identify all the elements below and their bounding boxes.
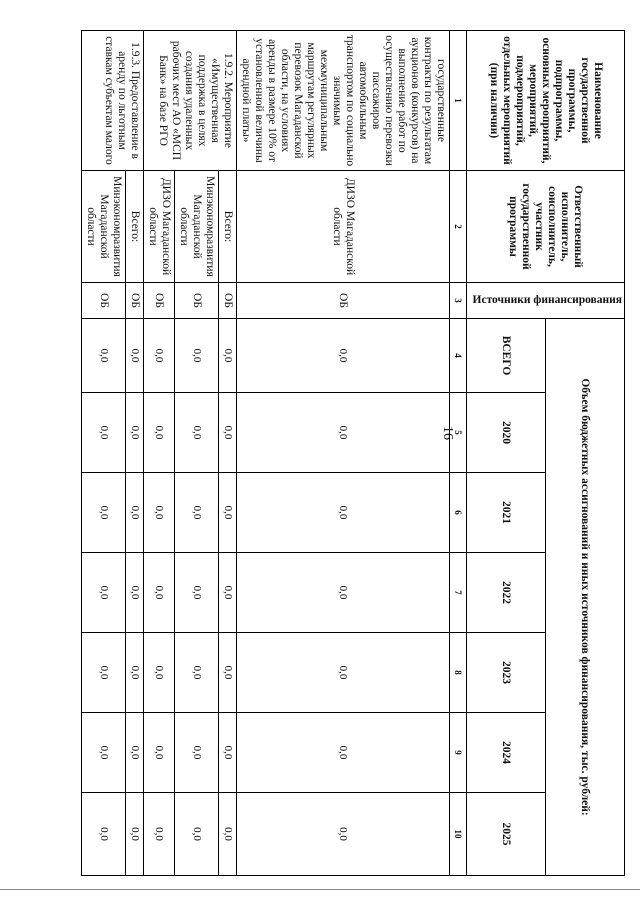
row-value: 0,0 [81,713,125,793]
header-year: ВСЕГО [466,319,545,393]
row-value: 0,0 [125,473,143,553]
row-value: 0,0 [174,713,218,793]
table-row [218,31,236,876]
row-value: 0,0 [236,633,449,713]
row-value: 0,0 [125,713,143,793]
row-value: 0,0 [174,393,218,473]
row-value: 0,0 [174,553,218,633]
row-value: 0,0 [81,793,125,876]
row-source: ОБ [125,283,143,319]
header-year: 2021 [466,473,545,553]
header-year: 2024 [466,713,545,793]
row-source: ОБ [143,283,174,319]
row-value: 0,0 [174,633,218,713]
row-name: государственные контракты по результатам аукционов (конкурсов) на выполнение работ по осуществлению перевозки пассажиров автомобильным транспортом по социально значимым межмуниципальным маршрутам регулярных перевозок Магаданской области, на условиях аренды в размере 10% от установленной величины арендной платы» [236,31,449,171]
row-value: 0,0 [81,553,125,633]
row-value: 0,0 [236,319,449,393]
row-value: 0,0 [81,393,125,473]
row-value: 0,0 [125,553,143,633]
row-name: 1.9.3. Предоставление в аренду по льготным ставкам субъектам малого [81,31,143,171]
header-year: 2023 [466,633,545,713]
row-executor: Минэкономразвития Магаданской области [81,171,125,283]
table-row [236,31,449,876]
row-value: 0,0 [236,713,449,793]
column-number: 3 [449,283,466,319]
row-value: 0,0 [174,473,218,553]
row-value: 0,0 [125,319,143,393]
row-value: 0,0 [143,713,174,793]
row-value: 0,0 [125,393,143,473]
row-value: 0,0 [143,633,174,713]
row-value: 0,0 [236,393,449,473]
row-source: ОБ [236,283,449,319]
row-executor: Минэкономразвития Магаданской области [174,171,218,283]
row-value: 0,0 [218,793,236,876]
header-year: 2022 [466,553,545,633]
header-financing-group: Объем бюджетных ассигнований и иных источников финансирования, тыс. рублей: [545,319,624,876]
row-value: 0,0 [174,319,218,393]
column-number: 2 [449,171,466,283]
row-value: 0,0 [125,793,143,876]
header-year: 2025 [466,793,545,876]
row-name: 1.9.2. Мероприятие «Имущественная поддержка в целях создания удаленных рабочих мест АО «МСП Банк» на базе РГО [143,31,236,171]
header-name: Наименование государственной программы, подпрограммы, основных мероприятий, мероприятий, подмероприятий, отдельных мероприятий (при наличии) [466,31,624,171]
column-number: 8 [449,633,466,713]
column-number: 4 [449,319,466,393]
row-executor: Всего: [218,171,236,283]
row-value: 0,0 [143,319,174,393]
row-value: 0,0 [125,633,143,713]
row-value: 0,0 [143,473,174,553]
row-value: 0,0 [143,793,174,876]
row-value: 0,0 [218,393,236,473]
header-row-1 [545,31,624,876]
row-value: 0,0 [236,793,449,876]
column-number: 5 [449,393,466,473]
column-number: 6 [449,473,466,553]
row-executor: Всего: [125,171,143,283]
header-source [466,283,624,319]
header-year: 2020 [466,393,545,473]
row-value: 0,0 [81,319,125,393]
financing-table [81,30,625,876]
row-value: 0,0 [81,473,125,553]
row-executor: ДИЗО Магаданской области [143,171,174,283]
row-value: 0,0 [218,713,236,793]
row-value: 0,0 [218,473,236,553]
row-value: 0,0 [236,473,449,553]
column-number: 7 [449,553,466,633]
row-executor: ДИЗО Магаданской области [236,171,449,283]
column-number: 10 [449,793,466,876]
row-value: 0,0 [218,633,236,713]
table-row [125,31,143,876]
column-number-row [449,31,466,876]
row-value: 0,0 [81,633,125,713]
row-value: 0,0 [236,553,449,633]
row-value: 0,0 [218,319,236,393]
column-number: 1 [449,31,466,171]
row-value: 0,0 [218,553,236,633]
row-source: ОБ [81,283,125,319]
row-value: 0,0 [143,553,174,633]
column-number: 9 [449,713,466,793]
row-value: 0,0 [174,793,218,876]
row-source: ОБ [174,283,218,319]
header-source-text: Источники финансирования [472,294,622,306]
header-executor: Ответственный исполнитель, соисполнитель, участник государственной программы [466,171,624,283]
row-source: ОБ [218,283,236,319]
row-value: 0,0 [143,393,174,473]
page-number: 16 [440,426,455,440]
rotated-table-container [55,30,625,875]
page-bottom-divider [0,889,640,890]
